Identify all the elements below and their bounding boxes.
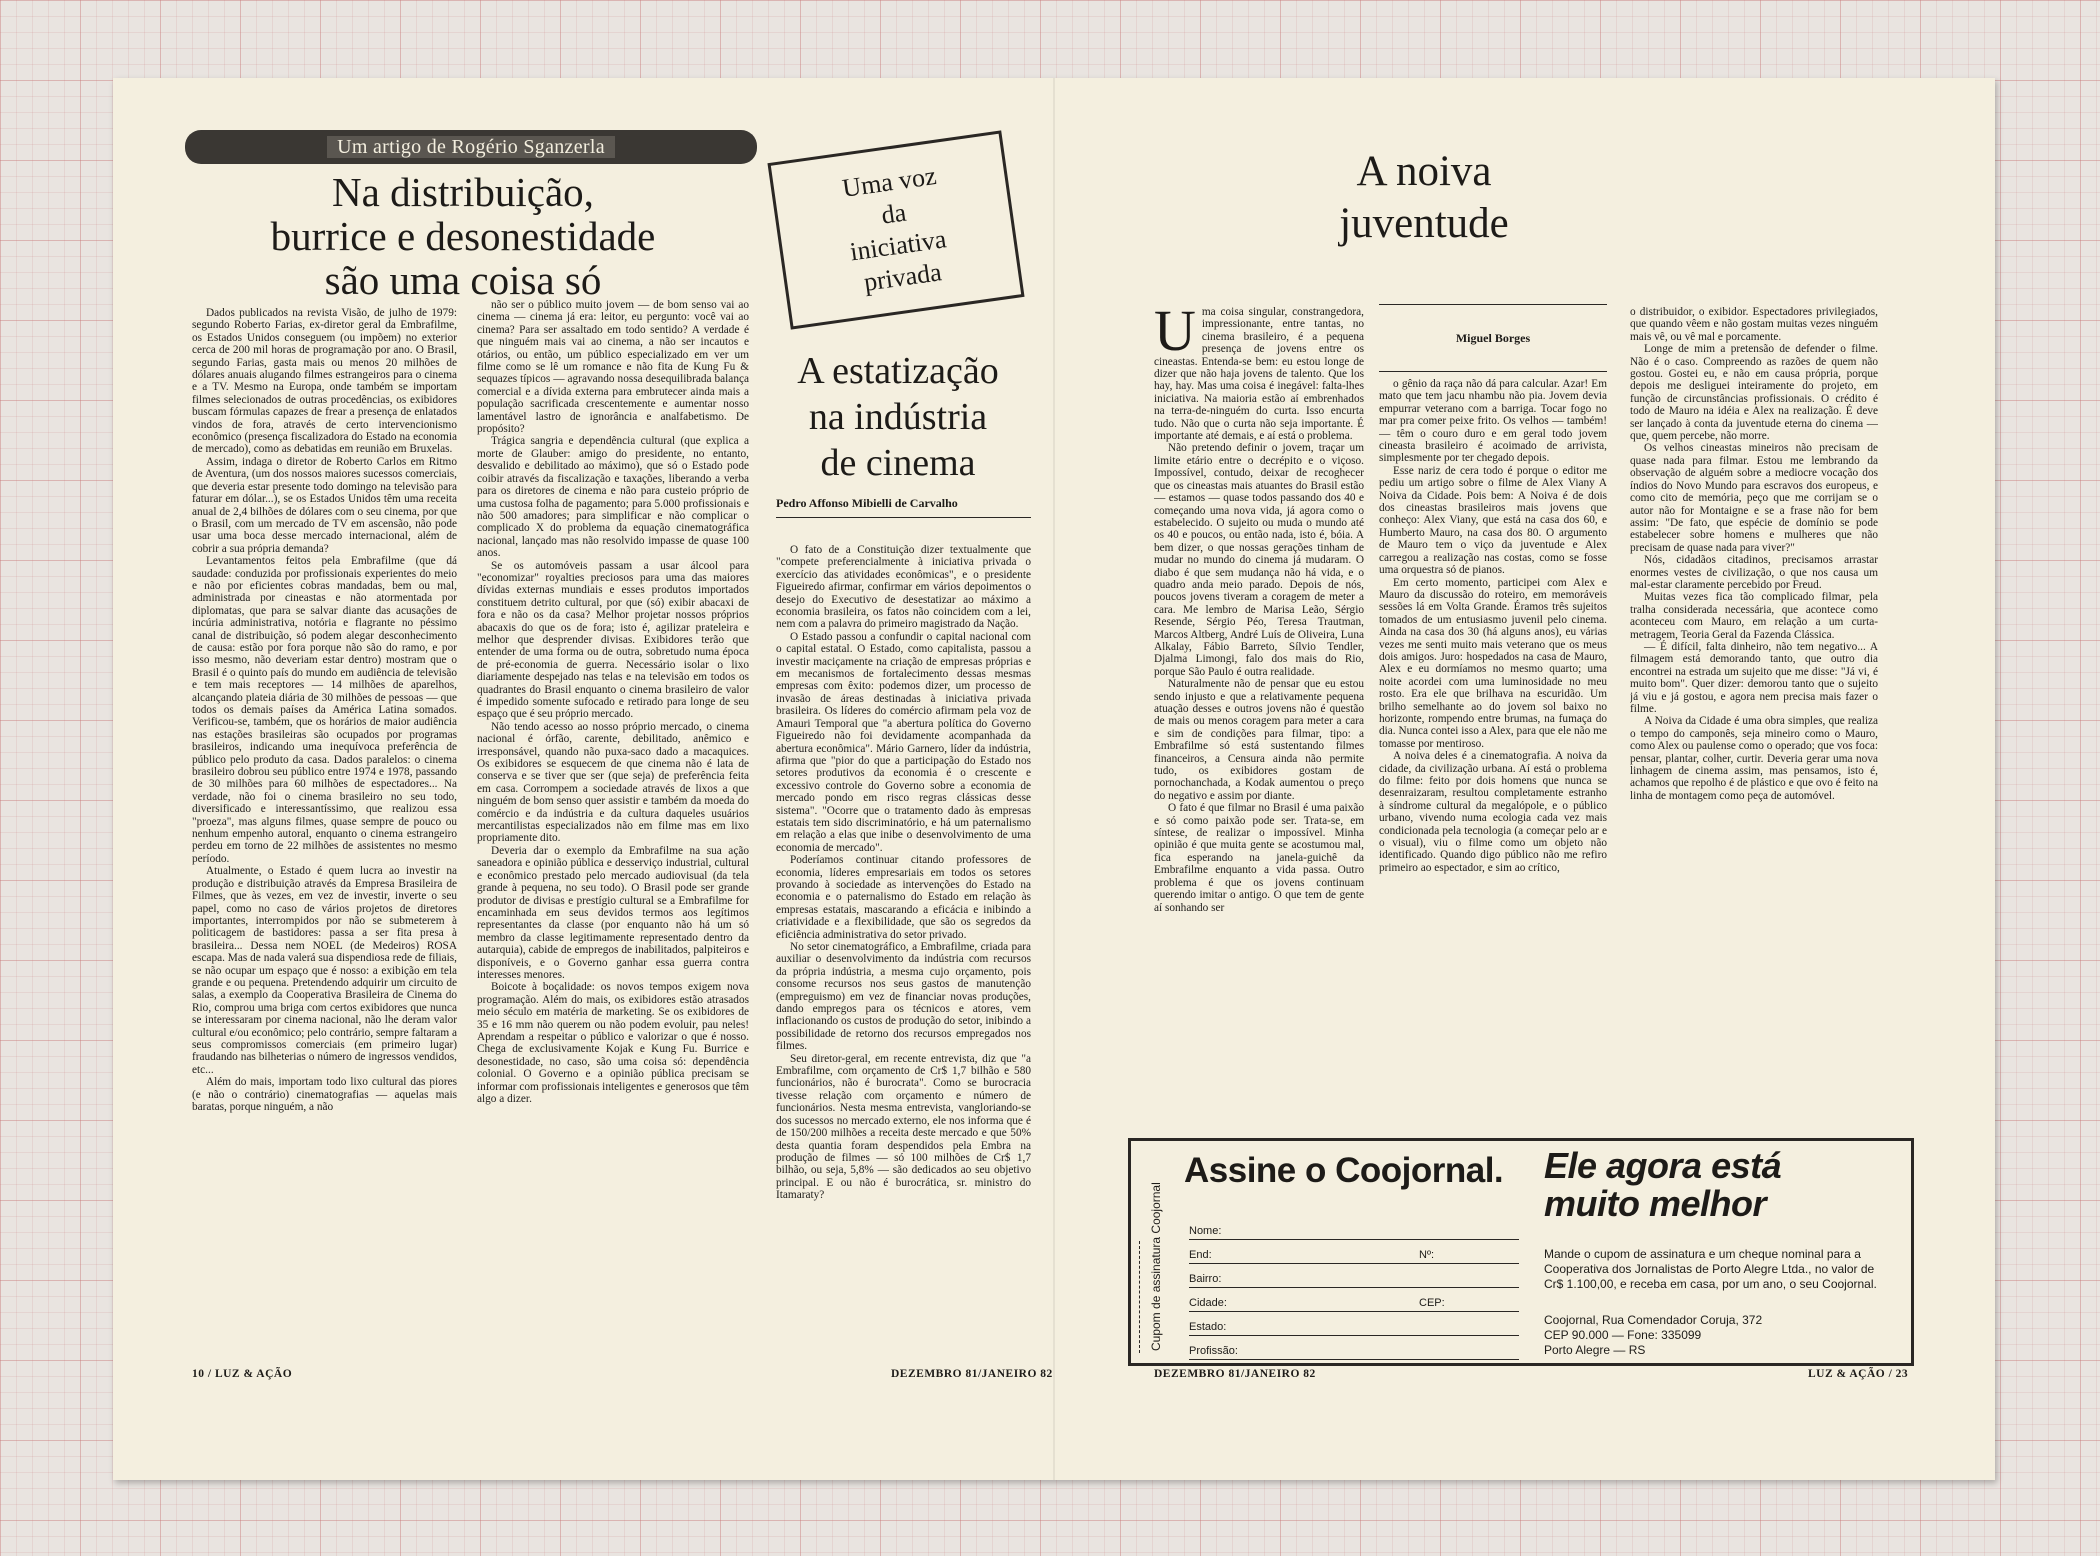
box-line: privada <box>861 257 944 297</box>
right-headline <box>1254 146 1594 250</box>
headline-line: A noiva <box>1356 148 1492 195</box>
address-line: Porto Alegre — RS <box>1544 1343 1646 1357</box>
coupon-form <box>1131 1203 1531 1357</box>
headline-line: Na distribuição, <box>332 169 594 215</box>
subscription-ad <box>1128 1138 1914 1366</box>
paragraph: Longe de mim a pretensão de defender o filme. Não é o caso. Compreendo as razões de quem não gostou. Gostei eu, e não em causa própria, porque depois me desliguei inteiramente do projeto, em função de circunstâncias profissionais. O crédito é todo de Mauro na idéia e Alex na realização. É deve ser lançado à conta da juventude eterna do cinema — que, quem percebe, não morre. <box>1630 343 1878 443</box>
paragraph: não ser o público muito jovem — de bom senso vai ao cinema — cinema já era: leitor, eu pergunto: você vai ao cinema? Para ser assaltado em todo sentido? A verdade é que ninguém mais vai ao cinema, a não ser incautos e otários, ou então, um público especializado em ver um filme como se lê um romance e não fita de Kung Fu & sequazes típicos — agravando nossa desequilibrada balança comercial e a dívida externa para embrutecer ainda mais a população sacrificada crescentemente e aumentar nosso lamentável lastro de ignorância e analfabetismo. De propósito? <box>477 299 749 436</box>
paragraph: O fato é que filmar no Brasil é uma paixão e só como paixão pode ser. Trata-se, em síntese, de realizar o impossível. Minha opinião é que muita gente se acostumou mal, fica esperando na janela-guichê da Embrafilme enquanto a vida passa. Outro problema é que os jovens continuam querendo imitar o antigo. O que tem de gente aí sonhando ser <box>1154 802 1364 914</box>
paragraph: Naturalmente não de pensar que eu estou sendo injusto e que a relativamente pequena atuação desses e outros jovens não é questão de mais ou menos coragem para meter a cara e sim de condições para filmar, tipo: a Embrafilme só está sustentando filmes financeiros, a Censura ainda não permite tudo, os exibidores gostam de pornochanchada, a Kodak aumentou o preço do negativo e assim por diante. <box>1154 678 1364 802</box>
paragraph: Não pretendo definir o jovem, traçar um limite etário entre o decrépito e o viçoso. Impossível, contudo, deixar de recoghecer que os cineastas mais atuantes do Brasil estão — estamos — quase todos passando dos 40 e começando uma nova vida, já agora como o estabelecido. O sujeito ou muda o mundo até os 40 e poucos, ou então nada, isto é, bóia. A bem dizer, o que nossas gerações tinham de mudar no mundo do cinema já mudaram. O diabo é que sem mudança não há vida, e o quadro anda meio parado. Depois de nós, poucos jovens tiveram a coragem de meter a cara. Me lembro de Marisa Leão, Sérgio Resende, Sérgio Péo, Teresa Trautman, Marcos Altberg, André Luís de Oliveira, Luna Alkalay, Fábio Barreto, Sílvio Tendler, Djalma Limongi, falo dos mais do Rio, porque São Paulo é outra realidade. <box>1154 442 1364 678</box>
boxed-kicker <box>767 130 1024 329</box>
paragraph: Levantamentos feitos pela Embrafilme (que dá saudade: conduzida por profissionais experientes do meio e não por eficientes cobras mandadas, bem ou mal, administrada por cineastas e não atormentada por diplomatas, que para se salvar diante das acusações de incúria administrativa, notória e flagrante no péssimo canal de distribuição, só podem alegar desconhecimento de causa: estão por fora porque não são do ramo, e por isso mesmo, não deveriam estar dentro) mostram que o Brasil é o quinto país do mundo em audiência de televisão e tem mais receptores — 14 milhões de aparelhos, alcançando plateia diária de 30 milhões de pessoas — que todos os demais países da América Latina somados. Verificou-se, também, que os horários de maior audiência nas estações brasileiras são ocupados por programas brasileiros, indicando uma inequívoca preferência de público pelo produto da casa. Dados paralelos: o cinema brasileiro dobrou seu público entre 1974 e 1978, passando de 30 milhões para 60 milhões de espectadores... Na verdade, não foi o cinema brasileiro no seu todo, diversificado e interessantíssimo, que realizou essa "proeza", mas alguns filmes, quase sempre de pouco ou nenhum empenho autoral, enquanto o cinema estrangeiro perdeu em torno de 22 milhões de assistentes no mesmo período. <box>192 555 457 865</box>
article-column-1 <box>1154 306 1364 1058</box>
paragraph: Esse nariz de cera todo é porque o editor me pediu um artigo sobre o filme de Alex Viany A Noiva da Cidade. Pois bem: A Noiva é de dois dos cineastas brasileiros mais jovens que conheço: Alex Viany, que está na casa dos 60, e Humberto Mauro, na casa dos 80. O argumento de Mauro tem o viço da juventude e Alex carregou a realização nas costas, como se fosse uma orquestra só de pianos. <box>1379 464 1607 577</box>
left-page <box>113 78 1054 1480</box>
paragraph: Dados publicados na revista Visão, de julho de 1979: segundo Roberto Farias, ex-diretor geral da Embrafilme, os Estados Unidos conseguem (ou impõem) no exterior cerca de 200 mil horas de programação por ano. O Brasil, segundo Farias, gasta mais ou menos 20 milhões de dólares anuais alugando filmes estrangeiros para o cinema e a TV. Mesmo na Europa, onde também se importam filmes selecionados de outras procedências, os exibidores buscam fórmulas capazes de frear a presença de enlatados vindos de fora, através de certo intervencionismo econômico (presença fiscalizadora do Estado na economia de mercado), como as debatidas em reunião em Bruxelas. <box>192 307 457 456</box>
paragraph: Trágica sangria e dependência cultural (que explica a morte de Glauber: amigo do presidente, no entanto, desvalido e debilitado ao máximo), que só o Estado pode coibir através da fiscalização e taxações, liberando a verba para os diretores de cinema e não para custeio próprio de uma custosa folha de pagamento; para 5.000 profissionais e não 500 amadores; para simplificar e não complicar o complicado X do problema da equação cinematográfica nacional, lançado mas não resolvido impasse de quase 100 anos. <box>477 435 749 560</box>
byline: Pedro Affonso Mibielli de Carvalho <box>776 496 1031 518</box>
paragraph: Não tendo acesso ao nosso próprio mercado, o cinema nacional é órfão, carente, debilitado, anêmico e irresponsável, quando não puxa-saco dado a macaquices. Os exibidores se esquecem de que cinema não é lata de conserva e se tiver que ser (que seja) de preferência feita em casa. Corrompem a sociedade através de lixos a que ninguém de bom senso quer assistir e também da moeda do comércio e da indústria e da cultura daqueles usuários mercantilistas especializados não em filme mas em lixo propriamente dito. <box>477 720 749 845</box>
field-label: End: <box>1189 1249 1212 1261</box>
byline: Miguel Borges <box>1379 304 1607 372</box>
headline-line: burrice e desonestidade <box>270 213 656 259</box>
field-label: Cidade: <box>1189 1297 1227 1309</box>
field-label: CEP: <box>1419 1297 1445 1309</box>
paragraph: Os velhos cineastas mineiros não precisam de quase nada para filmar. Estou me lembrando da observação de alguém sobre a mediocre vocação dos índios do Novo Mundo para escravos dos europeus, e como cito de memória, peço que me corrijam se o autor não for Montaigne e se a frase não for bem assim: "De fato, que espécie de domínio se pode estabelecer sobre homens e mulheres que não precisam de quase nada para viver?" <box>1630 442 1878 554</box>
main-headline <box>203 170 723 302</box>
paragraph: O Estado passou a confundir o capital nacional com o capital estatal. O Estado, como capitalista, passou a investir maciçamente na criação de empresas próprias e em mecanismos de fortalecimento dessas mesmas empresas com êxito: podemos dizer, um processo de invasão de áreas destinadas à iniciativa privada brasileira. Os líderes do comércio afirmam pela voz de Amauri Temporal que "a abertura política do Governo Figueiredo não foi devidamente acompanhada da abertura econômica". Mário Garnero, líder da indústria, afirma que "pior do que a participação do Estado nos setores produtivos da economia é o crescente e excessivo controle do Governo sobre a economia de mercado pondo em risco regras clássicas desse sistema". "Ocorre que o tratamento dado às empresas estatais tem sido discriminatório, e há um paternalismo em relação a elas que inibe o desenvolvimento de uma economia de mercado". <box>776 630 1031 854</box>
paragraph: O fato de a Constituição dizer textualmente que "compete preferencialmente à iniciativa privada o exercício das atividades econômicas", e o presidente Figueiredo afirmar, confirmar em vários depoimentos o desejo do Executivo de desestatizar ao máximo a economia brasileira, os fatos não coincidem com a lei, nem com a palavra do primeiro magistrado da Nação. <box>776 544 1031 631</box>
article-column-3 <box>1630 306 1878 1058</box>
paragraph: ma coisa singular, constrangedora, impressionante, entre tantas, no cinema brasileiro, é a pequena presença de jovens entre os cineastas. Entenda-se bem: eu estou longe de dizer que não haja jovens de talento. Que los hay, hay. Mas uma coisa é inegável: falta-lhes iniciativa. Na maioria estão aí embrenhados na terra-de-ninguém do curta. Isso encurta tudo. Não que o curta não seja importante. É importante até demais, e aí está o problema. <box>1154 306 1364 443</box>
paragraph: Além do mais, importam todo lixo cultural das piores (e não o contrário) cinematografias — aquelas mais baratas, porque ninguém, a não <box>192 1076 457 1113</box>
article-column-2 <box>477 299 749 1353</box>
paragraph: Poderíamos continuar citando professores de economia, líderes empresariais em todos os setores provando à sociedade as intervenções do Estado na economia e o paternalismo do Estado em relação às empresas estatais, mascarando a eficácia e inibindo a criatividade e a flexibilidade, que são os segredos da eficiência administrativa do setor privado. <box>776 854 1031 941</box>
paragraph: Seu diretor-geral, em recente entrevista, diz que "a Embrafilme, com orçamento de Cr$ 1,7 bilhão e 580 funcionários, não é burocrata". Como se burocracia tivesse relação com orçamento e número de funcionários. Nesta mesma entrevista, vangloriando-se dos sucessos no mercado externo, ele nos informa que é de 150/200 milhões a receita deste mercado e que 50% desta quantia foram despendidos pela Embra na produção de filmes — só 100 milhões de Cr$ 1,7 bilhão, ou seja, 5,8% — são dedicados ao seu objetivo principal. E ou não é burocrática, sr. ministro do Itamaraty? <box>776 1052 1031 1202</box>
headline-line: juventude <box>1339 200 1509 247</box>
paragraph: — É difícil, falta dinheiro, não tem negativo... A filmagem está demorando tanto, que outro dia encontrei na estrada um sujeito que me disse: "Já vi, é muito bom". Quer dizer: demorou tanto que o sujeito já viu e já gostou, e agora nem precisa mais fazer o filme. <box>1630 640 1878 715</box>
paragraph: Muitas vezes fica tão complicado filmar, pela tralha considerada necessária, que acontece como aconteceu com Mauro, em relação a um curta-metragem, Teoria Geral da Fazenda Clássica. <box>1630 591 1878 641</box>
field-label: Bairro: <box>1189 1273 1222 1285</box>
headline-line: são uma coisa só <box>324 257 602 303</box>
article-column-1 <box>192 307 457 1353</box>
article-column-3 <box>776 544 1031 1353</box>
box-line: iniciativa <box>848 224 949 267</box>
newspaper-spread <box>113 78 1995 1480</box>
headline-line: na indústria <box>808 396 988 438</box>
drop-cap: U <box>1154 306 1196 363</box>
coupon-label: Cupom de assinatura Coojornal <box>1149 1182 1163 1351</box>
issue-date: DEZEMBRO 81/JANEIRO 82 <box>891 1368 1053 1380</box>
paragraph: Em certo momento, participei com Alex e Mauro da discussão do roteiro, em memoráveis sessões lá em Volta Grande. Éramos três sujeitos tomados de um entusiasmo juvenil pelo cinema. Ainda na casa dos 30 (há alguns anos), eu várias vezes me senti muito mais veterano que os meus dois amigos. Juro: hospedados na casa de Mauro, Alex e eu dormíamos no mesmo quarto; uma noite acordei com uma luminosidade no meu rosto. Era ele que brilhava na escuridão. Um brilho semelhante ao do jovem sol baixo no horizonte, rompendo entre brumas, na fumaça do dia. Nunca contei isso a Alex, para que ele não me tomasse por mentiroso. <box>1379 576 1607 750</box>
article-column-2 <box>1379 378 1607 1058</box>
field-label: Nº: <box>1419 1249 1435 1261</box>
paragraph: o gênio da raça não dá para calcular. Azar! Em mato que tem jacu nhambu não pia. Jovem devia empurrar veterano com a barriga. Tocar fogo no mar pra comer peixe frito. Os velhos — também! — têm o couro duro e em geral todo jovem cineasta brasileiro é acoimado de arrivista, simplesmente por ter chegado depois. <box>1379 378 1607 465</box>
issue-date: DEZEMBRO 81/JANEIRO 82 <box>1154 1368 1316 1380</box>
address-field[interactable] <box>1189 1247 1519 1264</box>
field-label: Profissão: <box>1189 1345 1238 1357</box>
page-folio: 10 / LUZ & AÇÃO <box>192 1368 293 1380</box>
box-line: da <box>879 197 908 230</box>
field-label: Estado: <box>1189 1321 1227 1333</box>
ad-address <box>1544 1313 1844 1358</box>
ad-title: Assine o Coojornal. <box>1184 1151 1504 1190</box>
headline-line: A estatização <box>797 350 999 392</box>
address-line: CEP 90.000 — Fone: 335099 <box>1544 1328 1702 1342</box>
field-label: Nome: <box>1189 1225 1222 1237</box>
second-headline <box>768 348 1028 486</box>
box-line: Uma voz <box>840 161 939 203</box>
ad-body: Mande o cupom de assinatura e um cheque nominal para a Cooperativa dos Jornalistas de Porto Alegre Ltda., no valor de Cr$ 1.100,00, e receba em casa, por um ano, o seu Coojornal. <box>1544 1247 1877 1291</box>
paragraph: Assim, indaga o diretor de Roberto Carlos em Ritmo de Aventura, (um dos nossos maiores sucessos comerciais, que deveria estar presente todo domingo na televisão para faturar em dólar...), se os Estados Unidos têm uma receita anual de 2,4 bilhões de dólares com o seu cinema, por que o Brasil, com um mercado de TV em ascensão, não pode usar uma boca desse mercado internacional, além de cobrir a sua própria demanda? <box>192 455 457 555</box>
ad-slogan: Ele agora está muito melhor <box>1544 1145 1782 1224</box>
city-field[interactable] <box>1189 1295 1519 1312</box>
article-banner <box>185 130 757 164</box>
paragraph: Se os automóveis passam a usar álcool para "economizar" royalties preciosos para uma das maiores dívidas externas mundiais e esses produtos importados constituem detrito cultural, por que (só) exibir abacaxi de fora e não os da casa? Melhor projetar nossos próprios abacaxis do que os de fora; isto é, agilizar prateleira e melhor que desprender divisas. Exibidores terão que entender de uma forma ou de outra, sobretudo numa época de pré-economia de guerra. Necessário isolar o lixo diariamente despejado nas telas e na televisão em todos os quadrantes do Brasil enquanto o cinema brasileiro de valor é impedido somente sufocado e retirado para longe de seu espaço que é seu próprio mercado. <box>477 559 749 721</box>
paragraph: No setor cinematográfico, a Embrafilme, criada para auxiliar o desenvolvimento da indústria com recursos da própria indústria, a mesma cujo orçamento, pois consome recursos nos seus gastos de manutenção (empreguismo) em vez de financiar novas produções, dando empregos para os técnicos e atores, vem inflacionando os custos de produção do setor, inibindo a possibilidade de retorno dos recursos empregados nos filmes. <box>776 941 1031 1053</box>
paragraph: Atualmente, o Estado é quem lucra ao investir na produção e distribuição através da Empresa Brasileira de Filmes, que às vezes, em vez de investir, inverte o seu papel, como no caso de vários projetos de diretores importantes, interrompidos por não se submeterem à politicagem de bastidores: passa a ser fita presa à brasileira... Dessa nem NOEL (de Medeiros) ROSA escapa. Mas de nada valerá sua dispendiosa rede de filiais, se não ocupar um espaço que é nosso: a exibição em tela grande e ou pequena. Pretendendo adquirir um circuito de salas, a exemplo da Cooperativa Brasileira de Cinema do Rio, comprou uma briga com certos exibidores que nunca se interessaram por cinema nacional, não lhe deram valor cultural e/ou econômico; pelo contrário, sempre faltaram a seus compromissos comerciais (em primeiro lugar) fraudando nas bilheterias o número de ingressos vendidos, etc... <box>192 865 457 1076</box>
page-folio: LUZ & AÇÃO / 23 <box>1808 1368 1909 1380</box>
name-field[interactable] <box>1189 1223 1519 1240</box>
neighborhood-field[interactable] <box>1189 1271 1519 1288</box>
profession-field[interactable] <box>1189 1343 1519 1360</box>
paragraph: Nós, cidadãos citadinos, precisamos arrastar enormes vestes de civilização, o que nos causa um mal-estar claramente percebido por Freud. <box>1630 554 1878 591</box>
address-line: Coojornal, Rua Comendador Coruja, 372 <box>1544 1313 1763 1327</box>
paragraph: A Noiva da Cidade é uma obra simples, que realiza o tempo do camponês, seja mineiro como o Mauro, como Alex ou paulense como o operado; que vos foca: pensar, plantar, colher, curtir. Deveria gerar uma nova linhagem de cinema assim, mas pensamos, isto é, achamos que repolho é de plástico e que ovo é feito na linha de montagem como peça de automóvel. <box>1630 715 1878 802</box>
paragraph: Deveria dar o exemplo da Embrafilme na sua ação saneadora e opinião pública e desserviço industrial, cultural e econômico prestado pelo mercado audiovisual (da tela grande à pequena, no seu todo). O Brasil pode ser grande produtor de divisas e prestígio cultural se a Embrafilme for encaminhada em seus devidos termos aos legítimos representantes da classe (por enquanto não há um só membro da classe legitimamente representado dentro da autarquia), cabide de empregos de inabilitados, palpiteiros e disponíveis, e o Governo ganhar essa guerra contra interesses menores. <box>477 844 749 981</box>
paragraph: A noiva deles é a cinematografia. A noiva da cidade, da civilização urbana. Aí está o problema do filme: feito por dois homens que nunca se desenraizaram, resultou completamente estranho à síndrome cultural da megalópole, e o público urbano, vivendo numa ecologia cada vez mais condicionada pela tecnologia (a começar pelo ar e o visual), viu o filme como um objeto não identificado. Quando digo público não me refiro primeiro ao espectador, e sim ao crítico, <box>1379 750 1607 874</box>
headline-line: de cinema <box>820 442 976 484</box>
paragraph: Boicote à boçalidade: os novos tempos exigem nova programação. Além do mais, os exibidores estão atrasados meio século em matéria de marketing. Se os exibidores de 35 e 16 mm não querem ou não podem evoluir, pau neles! Aprendam a respeitar o público e valorizar o que é nosso. Chega de exclusivamente Kojak e Kung Fu. Burrice e desonestidade, no caso, são uma coisa só: dependência colonial. O Governo e a opinião pública precisam se informar com profissionais inteligentes e generosos que têm algo a dizer. <box>477 981 749 1105</box>
paragraph: o distribuidor, o exibidor. Espectadores privilegiados, que quando vêem e não gostam muitas vezes ninguém mais vê, ou vê mal e porcamente. <box>1630 306 1878 343</box>
state-field[interactable] <box>1189 1319 1519 1336</box>
banner-text: Um artigo de Rogério Sganzerla <box>327 136 615 158</box>
